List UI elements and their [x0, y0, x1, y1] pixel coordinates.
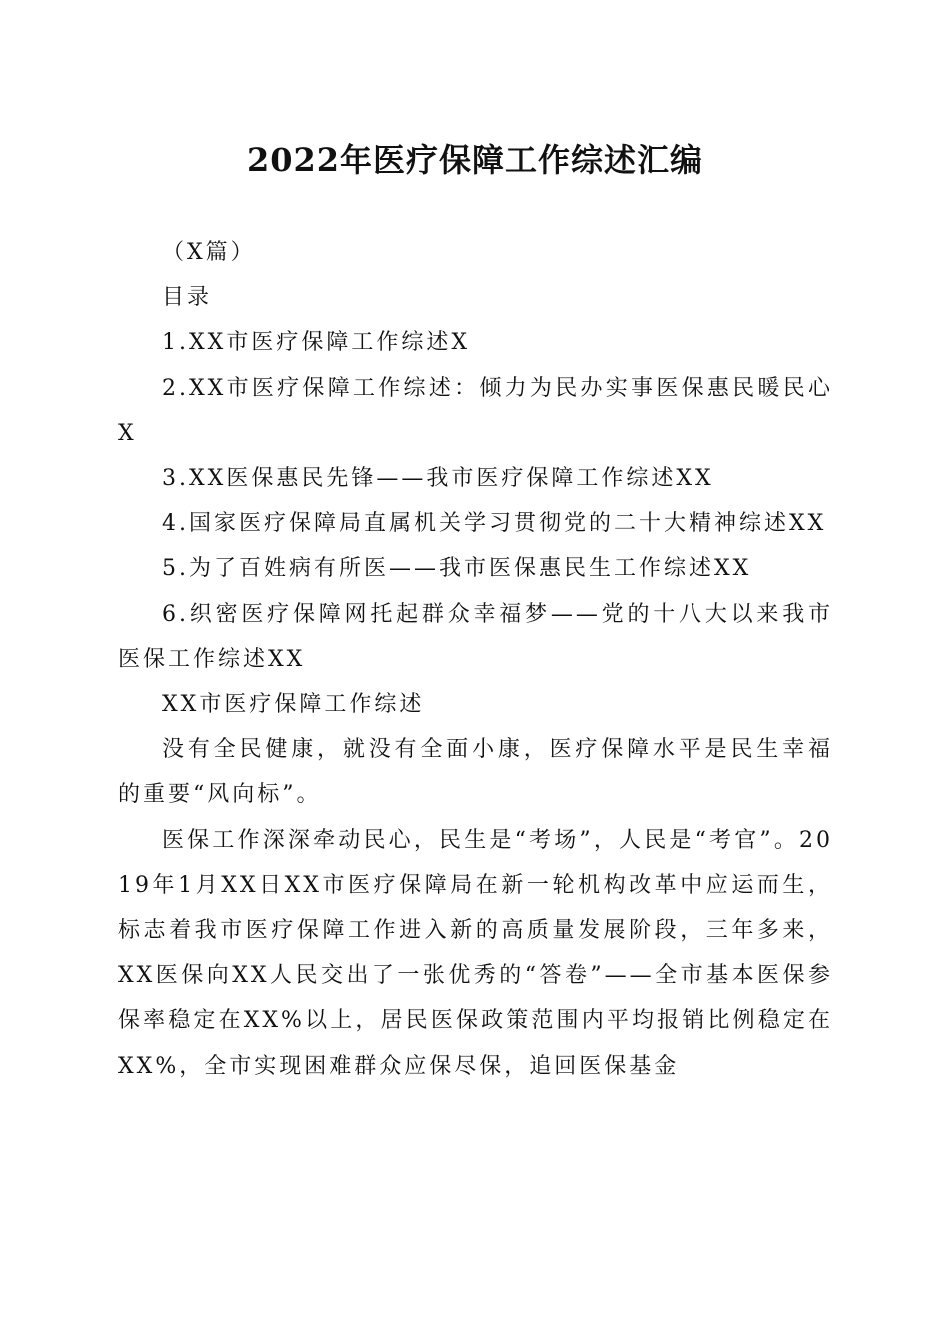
document-body — [118, 230, 833, 1089]
toc-item-6: 6.织密医疗保障网托起群众幸福梦——党的十八大以来我市医保工作综述XX — [118, 601, 833, 672]
document-title: 2022年医疗保障工作综述汇编 — [246, 141, 704, 179]
section-heading: XX市医疗保障工作综述 — [162, 692, 425, 718]
paragraph-toc-heading: 目录 — [162, 285, 213, 311]
body-paragraph: 医保工作深深牵动民心，民生是“考场”，人民是“考官”。2019年1月XX日XX市医疗保障局在新一轮机构改革中应运而生，标志着我市医疗保障工作进入新的高质量发展阶段，三年多来，XX医保向XX人民交出了一张优秀的“答卷”——全市基本医保参保率稳定在XX%以上，居民医保政策范围内平均报销比例稳定在XX%，全市实现困难群众应保尽保，追回医保基金 — [118, 827, 833, 1079]
toc-item-1: 1.XX市医疗保障工作综述X — [162, 330, 470, 356]
toc-item-4: 4.国家医疗保障局直属机关学习贯彻党的二十大精神综述XX — [162, 511, 827, 537]
toc-item-5: 5.为了百姓病有所医——我市医保惠民生工作综述XX — [162, 556, 752, 582]
paragraph-volume-count: （X篇） — [162, 240, 256, 265]
toc-item-3: 3.XX医保惠民先锋——我市医疗保障工作综述XX — [162, 466, 714, 492]
body-paragraph: 没有全民健康，就没有全面小康，医疗保障水平是民生幸福的重要“风向标”。 — [118, 737, 833, 808]
toc-item-2: 2.XX市医疗保障工作综述：倾力为民办实事医保惠民暖民心X — [118, 375, 833, 446]
